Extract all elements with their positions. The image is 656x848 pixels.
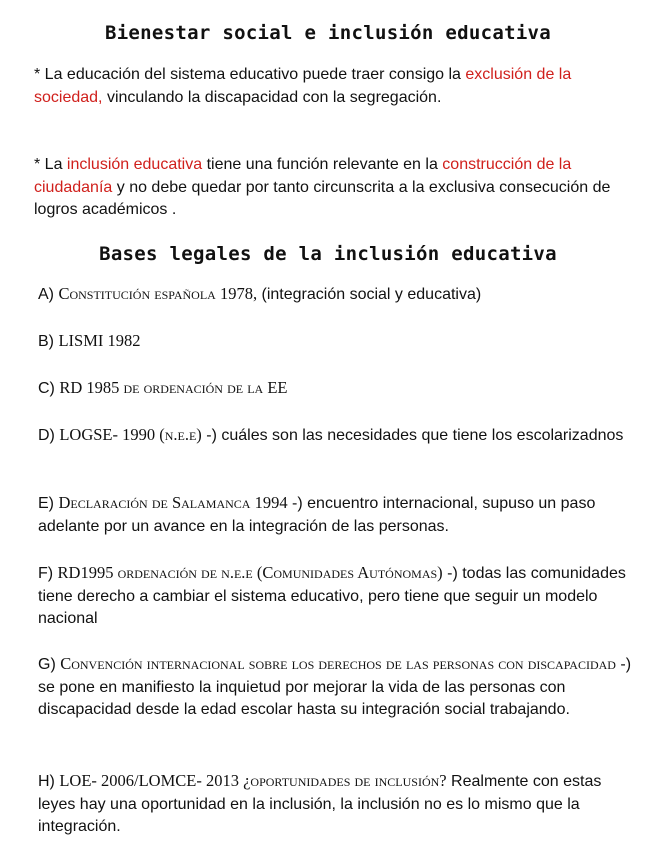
list-item: B) LISMI 1982 — [38, 331, 141, 350]
list-item: F) RD1995 ordenación de n.e.e (Comunidades Autónomas) -) todas las comunidades tiene derecho a cambiar el sistema educativo, pero tiene que seguir un modelo nacional — [38, 563, 626, 627]
list-item: A) Constitución española 1978, (integración social y educativa) — [38, 284, 482, 303]
list-item: H) LOE- 2006/LOMCE- 2013 ¿oportunidades de inclusión? Realmente con estas leyes hay una oportunidad en la inclusión, la inclusión no es lo mismo que la integración. — [38, 771, 602, 835]
title-bienestar: Bienestar social e inclusión educativa — [104, 22, 552, 44]
law-name: Constitución española 1978, — [58, 284, 258, 303]
law-name: LOE- 2006/LOMCE- 2013 ¿oportunidades de inclusión? — [59, 771, 447, 790]
law-name: Declaración de Salamanca 1994 — [58, 493, 288, 512]
highlight-inclusion-educativa: inclusión educativa — [66, 156, 203, 173]
law-name: RD 1985 de ordenación de la EE — [59, 378, 288, 397]
highlight-exclusion: exclusión de la sociedad, — [34, 66, 572, 106]
bullet: * — [34, 66, 45, 83]
list-item: E) Declaración de Salamanca 1994 -) encuentro internacional, supuso un paso adelante por un avance en la integración de las personas. — [38, 493, 596, 535]
list-item: D) LOGSE- 1990 (n.e.e) -) cuáles son las necesidades que tiene los escolarizadnos — [38, 425, 624, 444]
list-item: C) RD 1985 de ordenación de la EE — [38, 378, 288, 397]
paragraph-inclusion: * La inclusión educativa tiene una función relevante en la construcción de la ciudadanía y no debe quedar por tanto circunscrita a la exclusiva consecución de logros académicos . — [34, 156, 611, 218]
paragraph-exclusion: * La educación del sistema educativo puede traer consigo la exclusión de la sociedad, vinculando la discapacidad con la segregación. — [34, 66, 572, 106]
title-bases-legales: Bases legales de la inclusión educativa — [99, 243, 557, 265]
highlight-ciudadania: construcción de la ciudadanía — [34, 156, 572, 196]
law-name: LISMI 1982 — [58, 331, 141, 350]
list-item: G) Convención internacional sobre los derechos de las personas con discapacidad -) se pone en manifiesto la inquietud por mejorar la vida de las personas con discapacidad desde la edad escolar hasta su integración social trabajando. — [38, 654, 632, 718]
law-name: RD1995 ordenación de n.e.e (Comunidades Autónomas) — [57, 563, 443, 582]
bullet: * — [34, 156, 45, 173]
law-name: LOGSE- 1990 (n.e.e) — [59, 425, 202, 444]
law-name: Convención internacional sobre los derechos de las personas con discapacidad — [60, 654, 616, 673]
